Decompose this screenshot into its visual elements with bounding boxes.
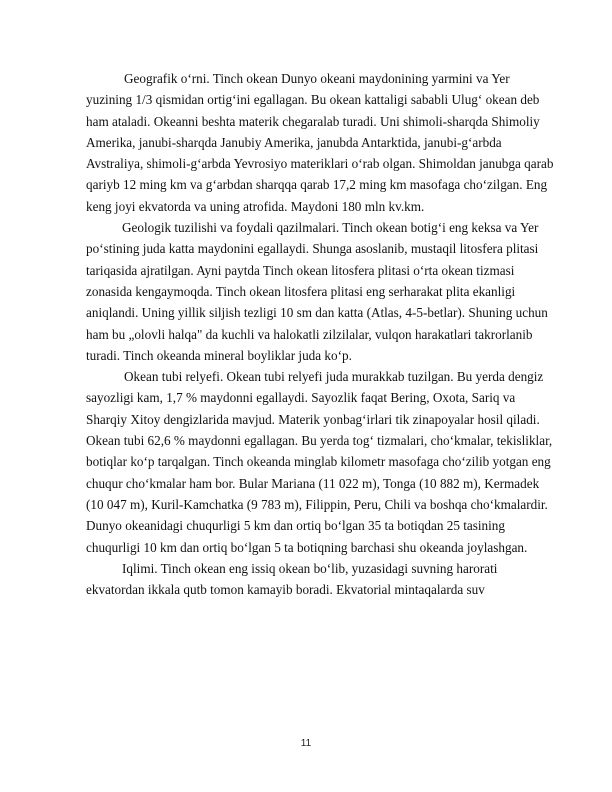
text-body — [86, 68, 556, 600]
paragraph-okean-tubi-relyefi: Okean tubi relyefi. Okean tubi relyefi juda murakkab tuzilgan. Bu yerda dengiz sayozligi kam, 1,7 % maydonni egallaydi. Sayozlik faqat Bering, Oxota, Sariq va Sharqiy Xitoy dengizlarida mavjud. Materik yonbag‘irlari tik zinapoyalar hosil qiladi. Okean tubi 62,6 % maydonni egallagan. Bu yerda tog‘ tizmalari, cho‘kmalar, tekisliklar, botiqlar ko‘p tarqalgan. Tinch okeanda minglab kilometr masofaga cho‘zilib yotgan eng chuqur cho‘kmalar ham bor. Bular Mariana (11 022 m), Tonga (10 882 m), Kermadek (10 047 m), Kuril-Kamchatka (9 783 m), Filippin, Peru, Chili va boshqa cho‘kmalardir. Dunyo okeanidagi chuqurligi 5 km dan ortiq bo‘lgan 35 ta botiqdan 25 tasining chuqurligi 10 km dan ortiq bo‘lgan 5 ta botiqning barchasi shu okeanda joylashgan. — [86, 369, 553, 555]
paragraph-iqlimi: Iqlimi. Tinch okean eng issiq okean bo‘lib, yuzasidagi suvning harorati ekvatordan ikkala qutb tomon kamayib boradi. Ekvatorial mintaqalarda suv — [86, 560, 498, 598]
paragraph-geologik-tuzilishi: Geologik tuzilishi va foydali qazilmalari. Tinch okean botig‘i eng keksa va Yer po‘stining juda katta maydonini egallaydi. Shunga asoslanib, mustaqil litosfera plitasi tariqasida ajratilgan. Ayni paytda Tinch okean litosfera plitasi o‘rta okean tizmasi zonasida kengaymoqda. Tinch okean litosfera plitasi eng serharakat plita ekanligi aniqlandi. Uning yillik siljish tezligi 10 sm dan katta (Atlas, 4-5-betlar). Shuning uchun ham bu „olovli halqa" da kuchli va halokatli zilzilalar, vulqon harakatlari takrorlanib turadi. Tinch okeanda mineral boyliklar juda ko‘p. — [86, 220, 548, 363]
paragraph-geografik-orni: Geografik o‘rni. Tinch okean Dunyo okeani maydonining yarmini va Yer yuzining 1/3 qismidan ortig‘ini egallagan. Bu okean kattaligi sababli Ulug‘ okean deb ham ataladi. Okeanni beshta materik chegaralab turadi. Uni shimoli-sharqda Shimoliy Amerika, janubi-sharqda Janubiy Amerika, janubda Antarktida, janubi-g‘arbda Avstraliya, shimoli-g‘arbda Yevrosiyo materiklari o‘rab olgan. Shimoldan janubga qarab qariyb 12 ming km va g‘arbdan sharqqa qarab 17,2 ming km masofaga cho‘zilgan. Eng keng joyi ekvatorda va uning atrofida. Maydoni 180 mln kv.km. — [86, 71, 554, 214]
page-number: 11 — [300, 738, 312, 749]
